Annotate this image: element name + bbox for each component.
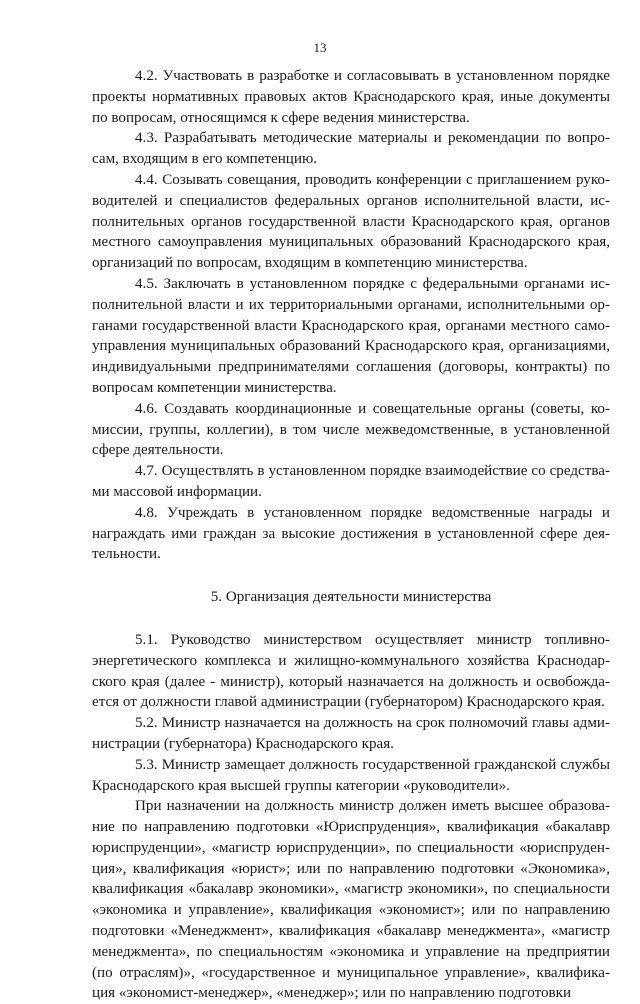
text-line: водителей и специалистов федеральных органов исполнительной власти, ис- [92,192,610,209]
text-line: ского края (далее - министр), который назначается на должность и освобожда- [92,673,610,690]
paragraph [92,461,610,503]
paragraph [92,399,610,461]
text-line: миссии, группы, коллегии), в том числе межведомственные, в установленной [92,421,610,438]
text-line: по вопросам, относящимся к сфере ведения министерства. [92,109,470,126]
text-line: индивидуальными предпринимателями соглашения (договоры, контракты) по [92,359,610,376]
text-line: 5.3. Министр замещает должность государственной гражданской службы [135,756,610,773]
text-line: организаций по вопросам, входящим в компетенцию министерства. [92,255,528,272]
text-line: ми массовой информации. [92,483,262,500]
text-line: ция», квалификация «юрист»; или по направлению подготовки «Экономика», [92,860,610,877]
text-line: ция «экономист-менеджер», «менеджер»; или по направлению подготовки [92,985,572,1002]
text-line: юриспруденции», «магистр юриспруденции», по специальности «юриспруден- [92,839,610,856]
paragraph [92,796,610,1004]
text-line: местного самоуправления муниципальных образований Краснодарского края, [92,234,610,251]
paragraph [92,755,610,797]
text-line: менеджмента», по специальностям «экономика и управление на предприятии [92,943,610,960]
text-line: «экономика и управление», квалификация «экономист»; или по направлению [92,902,610,919]
text-line: управления муниципальных образований Краснодарского края, организациями, [92,338,610,355]
page-number: 13 [313,40,327,55]
text-line: награждать ими граждан за высокие достижения в установленной сфере дея- [92,525,610,542]
text-line: энергетического комплекса и жилищно-коммунального хозяйства Краснодар- [92,652,610,669]
text-line: 4.4. Созывать совещания, проводить конференции с приглашением руко- [135,171,610,188]
paragraph [92,66,610,128]
text-line: полнительной власти и их территориальными органами, исполнительными ор- [92,296,610,313]
section-4-paragraphs [92,66,610,565]
section-heading: 5. Организация деятельности министерства [210,589,492,606]
paragraph [92,503,610,565]
text-line: проекты нормативных правовых актов Краснодарского края, иные документы [92,88,610,105]
text-line: 4.8. Учреждать в установленном порядке ведомственные награды и [135,504,610,521]
text-line: тельности. [92,546,161,563]
text-line: 5.1. Руководство министерством осуществляет министр топливно- [135,631,610,648]
text-line: вопросам компетенции министерства. [92,379,337,396]
text-line: ние по направлению подготовки «Юриспруденция», квалификация «бакалавр [92,819,610,836]
paragraph [92,630,610,713]
text-line: нистрации (губернатора) Краснодарского края. [92,735,394,752]
text-line: 5.2. Министр назначается на должность на срок полномочий главы адми- [135,715,610,732]
text-line: ганами государственной власти Краснодарского края, органами местного само- [92,317,610,334]
text-line: полнительных органов государственной власти Краснодарского края, органов [92,213,610,230]
text-line: 4.2. Участвовать в разработке и согласовывать в установленном порядке [135,68,610,84]
text-line: подготовки «Менеджмент», квалификация «бакалавр менеджмента», «магистр [92,923,610,940]
text-line: 4.3. Разрабатывать методические материалы и рекомендации по вопро- [135,130,610,147]
paragraph [92,128,610,170]
text-line: 4.5. Заключать в установленном порядке с федеральными органами ис- [135,275,610,292]
text-line: ется от должности главой администрации (губернатором) Краснодарского края. [92,694,605,711]
text-line: сфере деятельности. [92,442,224,459]
text-line: квалификация «бакалавр экономики», «магистр экономики», по специальности [92,881,610,898]
text-line: 4.6. Создавать координационные и совещательные органы (советы, ко- [135,400,610,417]
text-line: 4.7. Осуществлять в установленном порядке взаимодействие со средства- [135,463,610,480]
section-5-paragraphs [92,630,610,1004]
paragraph [92,274,610,399]
text-line: сам, входящим в его компетенцию. [92,151,318,168]
text-line: (по отраслям)», «государственное и муниципальное управление», квалифика- [92,964,610,981]
paragraph [92,713,610,755]
text-line: Краснодарского края высшей группы категории «руководители». [92,777,510,794]
text-line: При назначении на должность министр должен иметь высшее образова- [135,798,610,815]
document-body [92,66,610,1004]
paragraph [92,170,610,274]
